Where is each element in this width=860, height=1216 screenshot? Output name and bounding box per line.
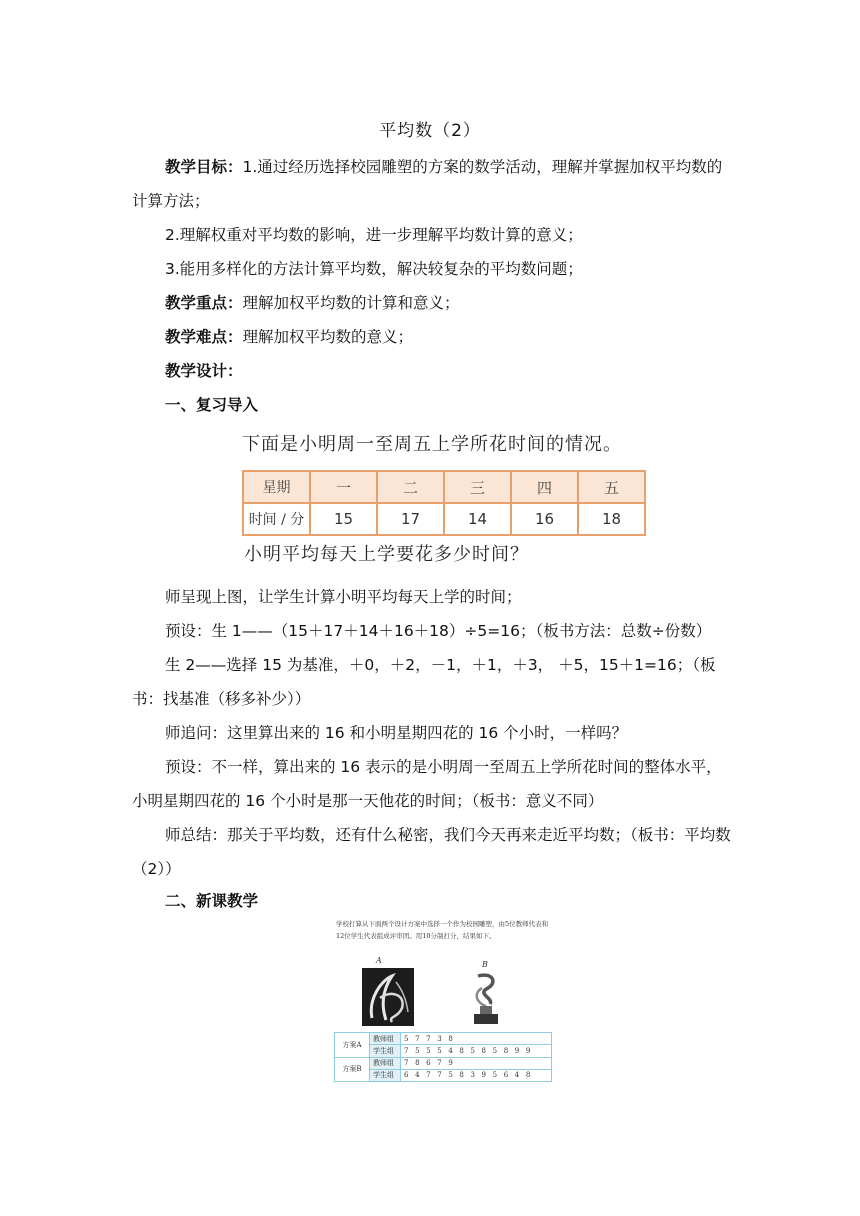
objective-paragraph-3: 3.能用多样化的方法计算平均数，解决较复杂的平均数问题； — [165, 260, 583, 278]
cell-fri: 18 — [578, 503, 645, 535]
plan-b-label: 方案B — [335, 1057, 370, 1082]
paragraph-4: 师追问：这里算出来的 16 和小明星期四花的 16 个小时，一样吗？ — [165, 724, 628, 742]
table-header-row — [243, 471, 645, 503]
cell-tue: 17 — [377, 503, 444, 535]
objective-paragraph-2: 2.理解权重对平均数的影响，进一步理解平均数计算的意义； — [165, 226, 583, 244]
paragraph-5: 预设：不一样，算出来的 16 表示的是小明周一至周五上学所花时间的整体水平，小明星期四花的 16 个小时是那一天他花的时间；（板书：意义不同） — [132, 758, 722, 810]
group-label: 学生组 — [370, 1069, 401, 1081]
sculpture-a-image — [362, 968, 414, 1026]
difficulty-paragraph — [132, 320, 732, 354]
header-thu: 四 — [511, 471, 578, 503]
label-b: B — [482, 960, 488, 969]
design-label: 教学设计： — [165, 362, 243, 380]
score-cell: 7 5 5 5 4 8 5 8 5 8 9 9 — [401, 1045, 552, 1057]
group-label: 学生组 — [370, 1045, 401, 1057]
cell-thu: 16 — [511, 503, 578, 535]
header-tue: 二 — [377, 471, 444, 503]
header-mon: 一 — [310, 471, 377, 503]
difficulty-label: 教学难点： — [165, 328, 243, 346]
header-weekday: 星期 — [243, 471, 310, 503]
figure2-intro: 学校打算从下面两个设计方案中选择一个作为校园雕塑，由5位教师代表和12位学生代表组成评审团。用10分制打分，结果如下。 — [336, 920, 549, 940]
key-point-paragraph — [132, 286, 732, 320]
cell-wed: 14 — [444, 503, 511, 535]
header-fri: 五 — [578, 471, 645, 503]
paragraph-6: 师总结：那关于平均数，还有什么秘密，我们今天再来走近平均数；（板书：平均数（2）） — [132, 826, 731, 878]
group-label: 教师组 — [370, 1057, 401, 1069]
label-a: A — [376, 956, 382, 965]
paragraph-3: 生 2——选择 15 为基准，＋0，＋2，－1，＋1，＋3， ＋5，15＋1=16；（板书：找基准（移多补少）） — [132, 656, 716, 708]
objectives-label: 教学目标： — [165, 158, 243, 176]
paragraph-2: 预设：生 1——（15＋17＋14＋16＋18）÷5=16；（板书方法：总数÷份数） — [165, 622, 712, 640]
score-cell: 5 7 7 3 8 — [401, 1033, 552, 1045]
commute-time-table — [242, 470, 646, 536]
commute-time-figure — [240, 426, 650, 576]
objective-paragraph-1 — [132, 150, 732, 218]
page-title: 平均数（2） — [379, 121, 481, 141]
plan-a-label: 方案A — [335, 1033, 370, 1058]
score-cell: 7 8 6 7 9 — [401, 1057, 552, 1069]
figure1-caption-top: 下面是小明周一至周五上学所花时间的情况。 — [242, 434, 622, 455]
objective-item-1: 1.通过经历选择校园雕塑的方案的数学活动，理解并掌握加权平均数的计算方法； — [132, 158, 723, 210]
sculpture-b-image — [468, 968, 504, 1026]
row-label-time: 时间 / 分 — [243, 503, 310, 535]
header-wed: 三 — [444, 471, 511, 503]
section-heading-new-lesson: 二、新课教学 — [165, 892, 259, 910]
score-cell: 6 4 7 7 5 8 3 9 5 6 4 8 — [401, 1069, 552, 1081]
key-point-label: 教学重点： — [165, 294, 243, 312]
section-heading-review: 一、复习导入 — [165, 396, 259, 414]
table-row — [335, 1057, 552, 1069]
group-label: 教师组 — [370, 1033, 401, 1045]
cell-mon: 15 — [310, 503, 377, 535]
table-row — [243, 503, 645, 535]
figure1-caption-bottom: 小明平均每天上学要花多少时间？ — [244, 544, 529, 565]
key-point-text: 理解加权平均数的计算和意义； — [242, 294, 460, 312]
sculpture-figure — [334, 918, 552, 1086]
difficulty-text: 理解加权平均数的意义； — [242, 328, 414, 346]
table-row — [335, 1033, 552, 1045]
scores-table — [334, 1032, 552, 1082]
paragraph-1: 师呈现上图，让学生计算小明平均每天上学的时间； — [165, 588, 522, 606]
